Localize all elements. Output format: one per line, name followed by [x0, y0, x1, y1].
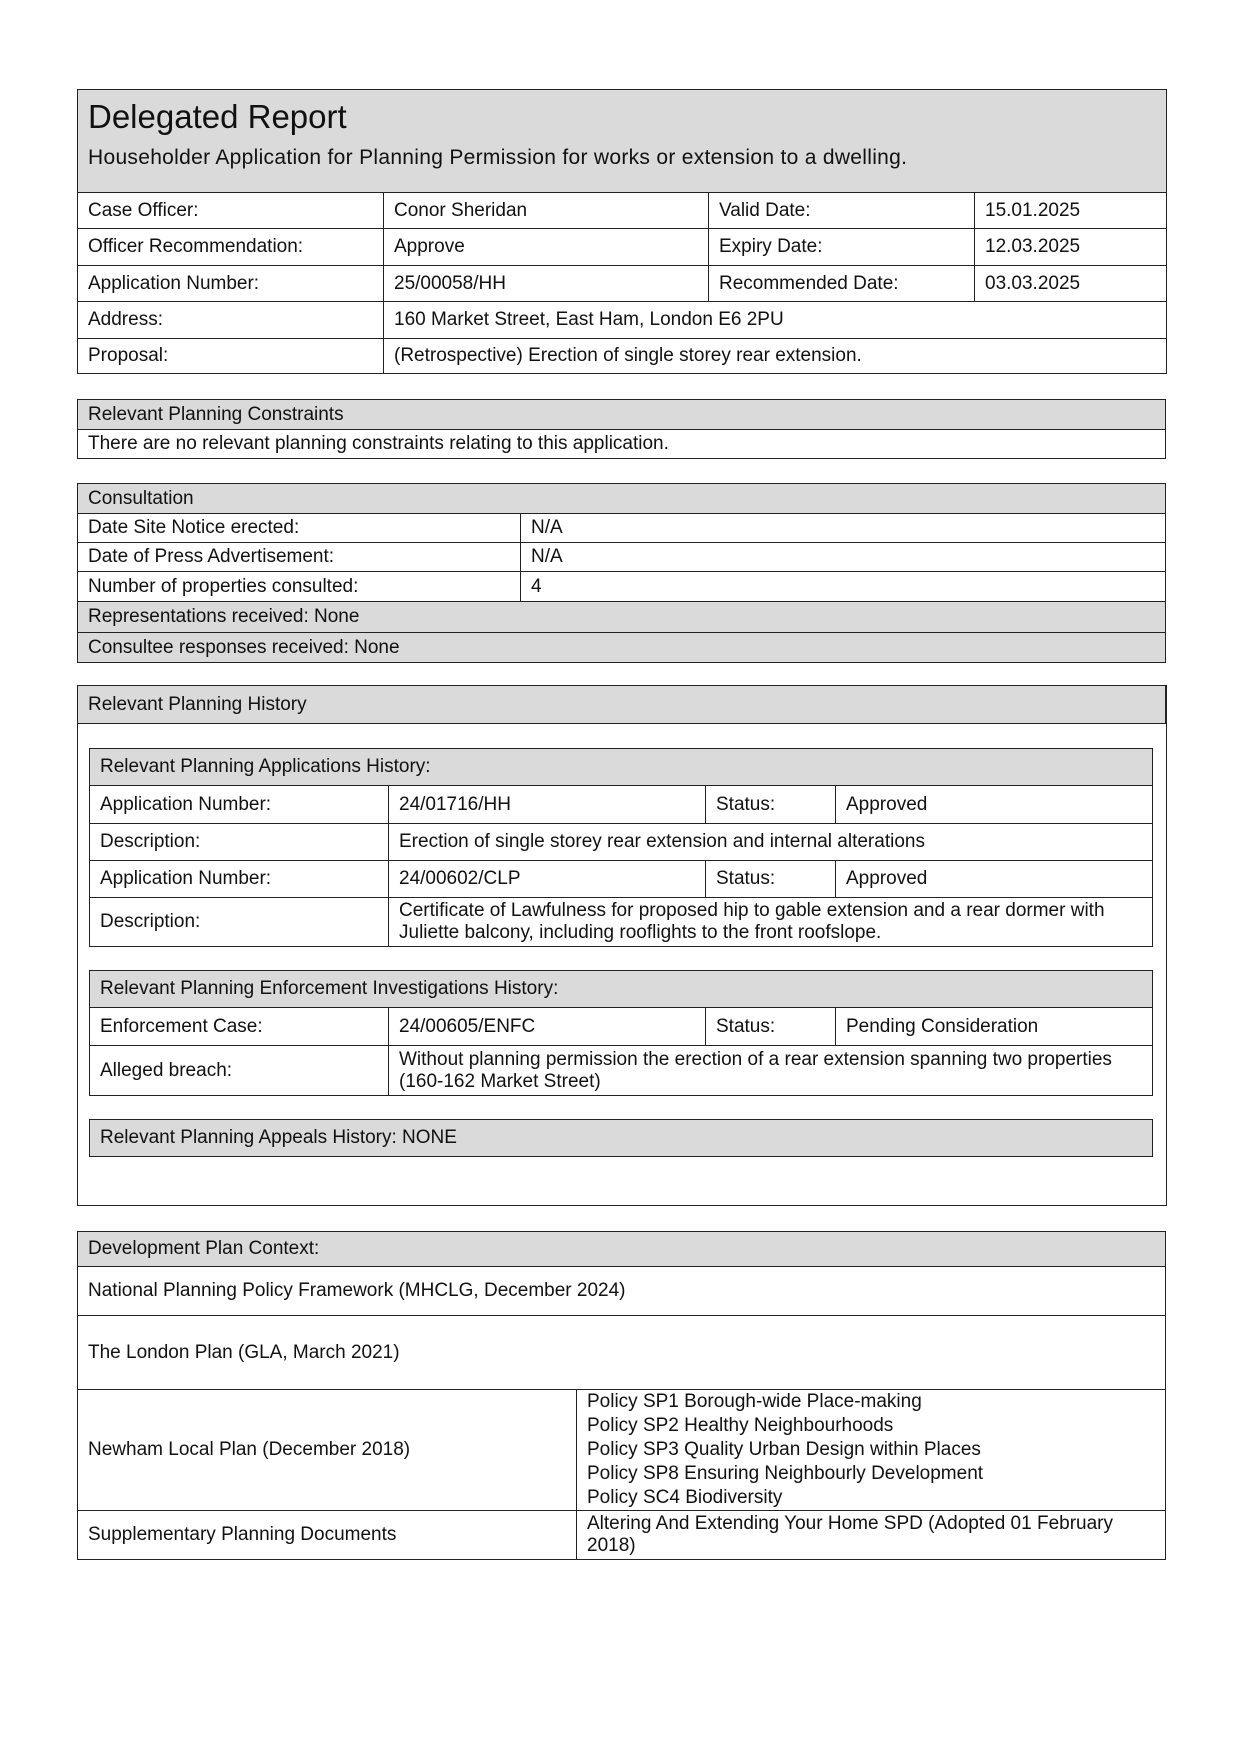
appeals-history-table [89, 1119, 1153, 1157]
label: Valid Date: [709, 193, 975, 229]
label: Status: [706, 1008, 836, 1046]
spd: Altering And Extending Your Home SPD (Adopted 01 February 2018) [577, 1511, 1166, 1560]
label: Date Site Notice erected: [78, 514, 521, 543]
applications-history-table [89, 748, 1153, 947]
proposal: (Retrospective) Erection of single storey rear extension. [384, 339, 1167, 374]
label: Date of Press Advertisement: [78, 543, 521, 572]
application-number: 24/01716/HH [389, 786, 706, 824]
label: Alleged breach: [90, 1046, 389, 1096]
appeals-history: Relevant Planning Appeals History: NONE [90, 1120, 1153, 1157]
london-plan: The London Plan (GLA, March 2021) [78, 1316, 1166, 1390]
description: Certificate of Lawfulness for proposed hip to gable extension and a rear dormer with Juliette balcony, including rooflights to the front roofslope. [389, 898, 1153, 947]
policy-item: Policy SP8 Ensuring Neighbourly Development [587, 1463, 984, 1484]
representations: Representations received: None [78, 602, 1166, 633]
section-heading: Development Plan Context: [78, 1232, 1166, 1267]
recommendation: Approve [384, 229, 709, 266]
constraints-text: There are no relevant planning constraints relating to this application. [78, 430, 1166, 459]
constraints-table [77, 399, 1166, 459]
label: Officer Recommendation: [78, 229, 384, 266]
application-number: 25/00058/HH [384, 266, 709, 302]
policy-item: Policy SC4 Biodiversity [587, 1487, 783, 1508]
history-heading [77, 685, 1166, 724]
status: Pending Consideration [836, 1008, 1153, 1046]
policy-list [577, 1390, 1166, 1511]
alleged-breach: Without planning permission the erection of a rear extension spanning two properties (160-162 Market Street) [389, 1046, 1153, 1096]
section-heading: Consultation [78, 484, 1166, 514]
consultee-responses: Consultee responses received: None [78, 633, 1166, 663]
application-number: 24/00602/CLP [389, 861, 706, 898]
development-plan-table [77, 1231, 1166, 1560]
policy-item: Policy SP3 Quality Urban Design within Places [587, 1439, 981, 1460]
subsection-heading: Relevant Planning Applications History: [90, 749, 1153, 786]
label: Status: [706, 786, 836, 824]
section-heading: Relevant Planning Constraints [78, 400, 1166, 430]
expiry-date: 12.03.2025 [975, 229, 1167, 266]
label: Description: [90, 898, 389, 947]
case-officer: Conor Sheridan [384, 193, 709, 229]
description: Erection of single storey rear extension and internal alterations [389, 824, 1153, 861]
report-subtitle: Householder Application for Planning Permission for works or extension to a dwelling. [88, 145, 908, 169]
label: Recommended Date: [709, 266, 975, 302]
label: Status: [706, 861, 836, 898]
enforcement-history-table [89, 970, 1153, 1096]
value: N/A [521, 514, 1166, 543]
valid-date: 15.01.2025 [975, 193, 1167, 229]
status: Approved [836, 861, 1153, 898]
label: Case Officer: [78, 193, 384, 229]
label: Application Number: [78, 266, 384, 302]
policy-item: Policy SP2 Healthy Neighbourhoods [587, 1415, 894, 1436]
status: Approved [836, 786, 1153, 824]
label: Description: [90, 824, 389, 861]
section-heading: Relevant Planning History [78, 686, 1166, 724]
enforcement-case: 24/00605/ENFC [389, 1008, 706, 1046]
label: Enforcement Case: [90, 1008, 389, 1046]
policy-item: Policy SP1 Borough-wide Place-making [587, 1391, 922, 1412]
label: Expiry Date: [709, 229, 975, 266]
label: Application Number: [90, 786, 389, 824]
spd-label: Supplementary Planning Documents [78, 1511, 577, 1560]
subsection-heading: Relevant Planning Enforcement Investigations History: [90, 971, 1153, 1008]
consultation-table [77, 483, 1166, 663]
label: Proposal: [78, 339, 384, 374]
summary-table [77, 89, 1167, 374]
report-title: Delegated Report [88, 98, 347, 135]
value: N/A [521, 543, 1166, 572]
value: 4 [521, 572, 1166, 602]
nppf: National Planning Policy Framework (MHCLG, December 2024) [78, 1267, 1166, 1316]
label: Number of properties consulted: [78, 572, 521, 602]
address: 160 Market Street, East Ham, London E6 2PU [384, 302, 1167, 339]
recommended-date: 03.03.2025 [975, 266, 1167, 302]
label: Address: [78, 302, 384, 339]
local-plan: Newham Local Plan (December 2018) [78, 1390, 577, 1511]
label: Application Number: [90, 861, 389, 898]
